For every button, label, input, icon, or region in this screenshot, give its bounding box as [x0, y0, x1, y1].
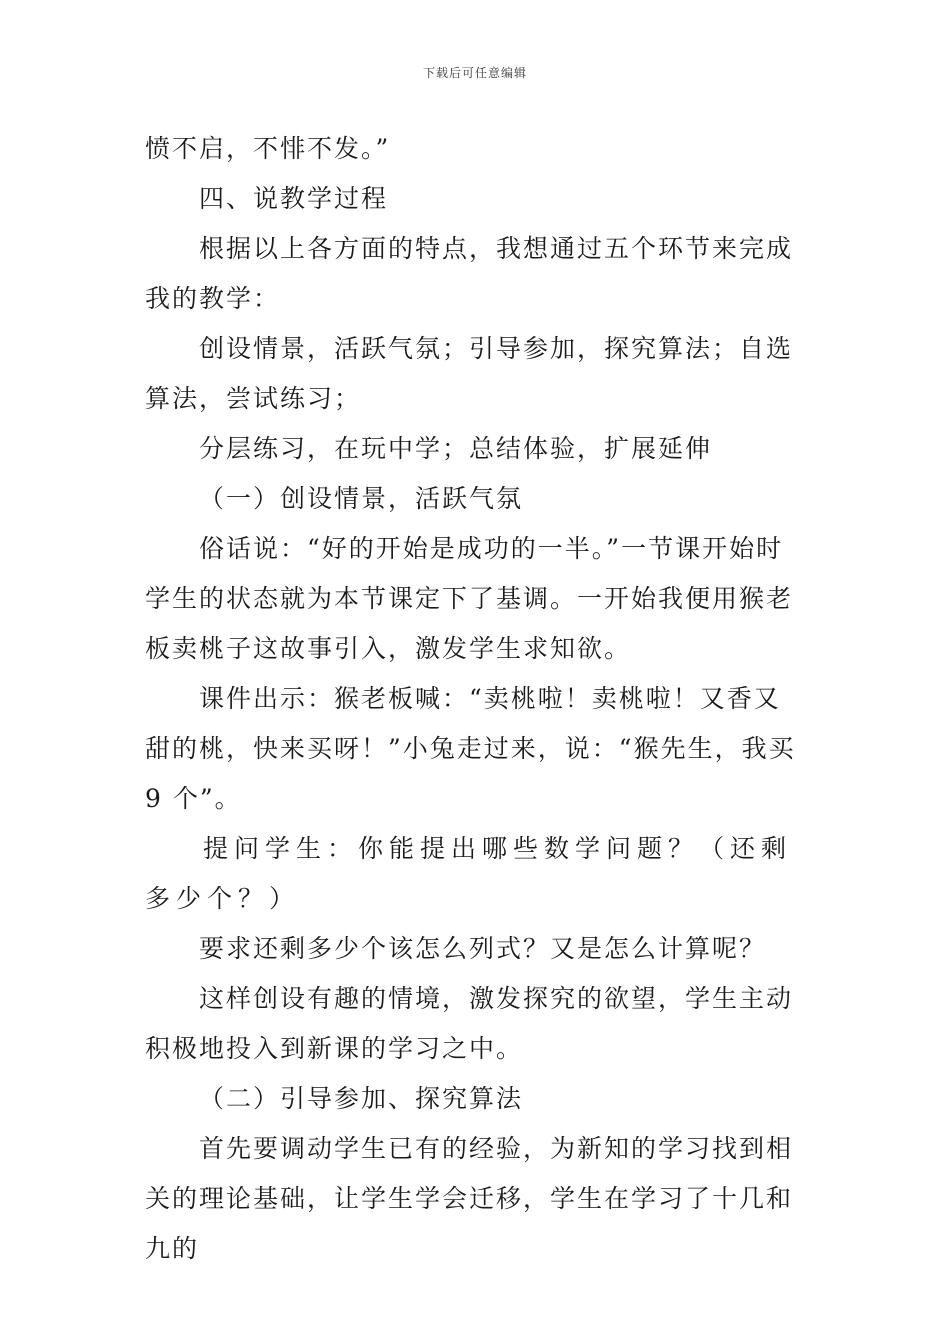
paragraph: 要求还剩多少个该怎么列式？又是怎么计算呢？	[199, 934, 767, 963]
paragraph: 首先要调动学生已有的经验，为新知的学习找到相关的理论基础，让学生学会迁移，学生在学习了十几和九的	[145, 1134, 794, 1263]
paragraph: 提问学生：你能提出哪些数学问题？（还剩多少个？）	[145, 834, 793, 913]
page-header-note: 下载后可任意编辑	[422, 66, 527, 80]
paragraph: 根据以上各方面的特点，我想通过五个环节来完成我的教学：	[145, 234, 794, 313]
section-heading: 四、说教学过程	[199, 184, 389, 213]
paragraph: 创设情景，活跃气氛；引导参加，探究算法；自选算法，尝试练习；	[145, 334, 794, 413]
paragraph: 分层练习，在玩中学；总结体验，扩展延伸	[199, 434, 713, 463]
document-body	[145, 124, 807, 1274]
subsection-heading: （二）引导参加、探究算法	[199, 1084, 524, 1113]
paragraph: 课件出示：猴老板喊：“卖桃啦！卖桃啦！又香又甜的桃，快来买呀！”小兔走过来，说：“猴先生，我买 9 个”。	[145, 684, 796, 813]
paragraph: 愤不启，不悱不发。”	[145, 134, 391, 163]
paragraph: 这样创设有趣的情境，激发探究的欲望，学生主动积极地投入到新课的学习之中。	[145, 984, 794, 1063]
paragraph: 俗话说：“好的开始是成功的一半。”一节课开始时学生的状态就为本节课定下了基调。一开始我便用猴老板卖桃子这故事引入，激发学生求知欲。	[145, 534, 794, 663]
subsection-heading: （一）创设情景，活跃气氛	[199, 484, 524, 513]
